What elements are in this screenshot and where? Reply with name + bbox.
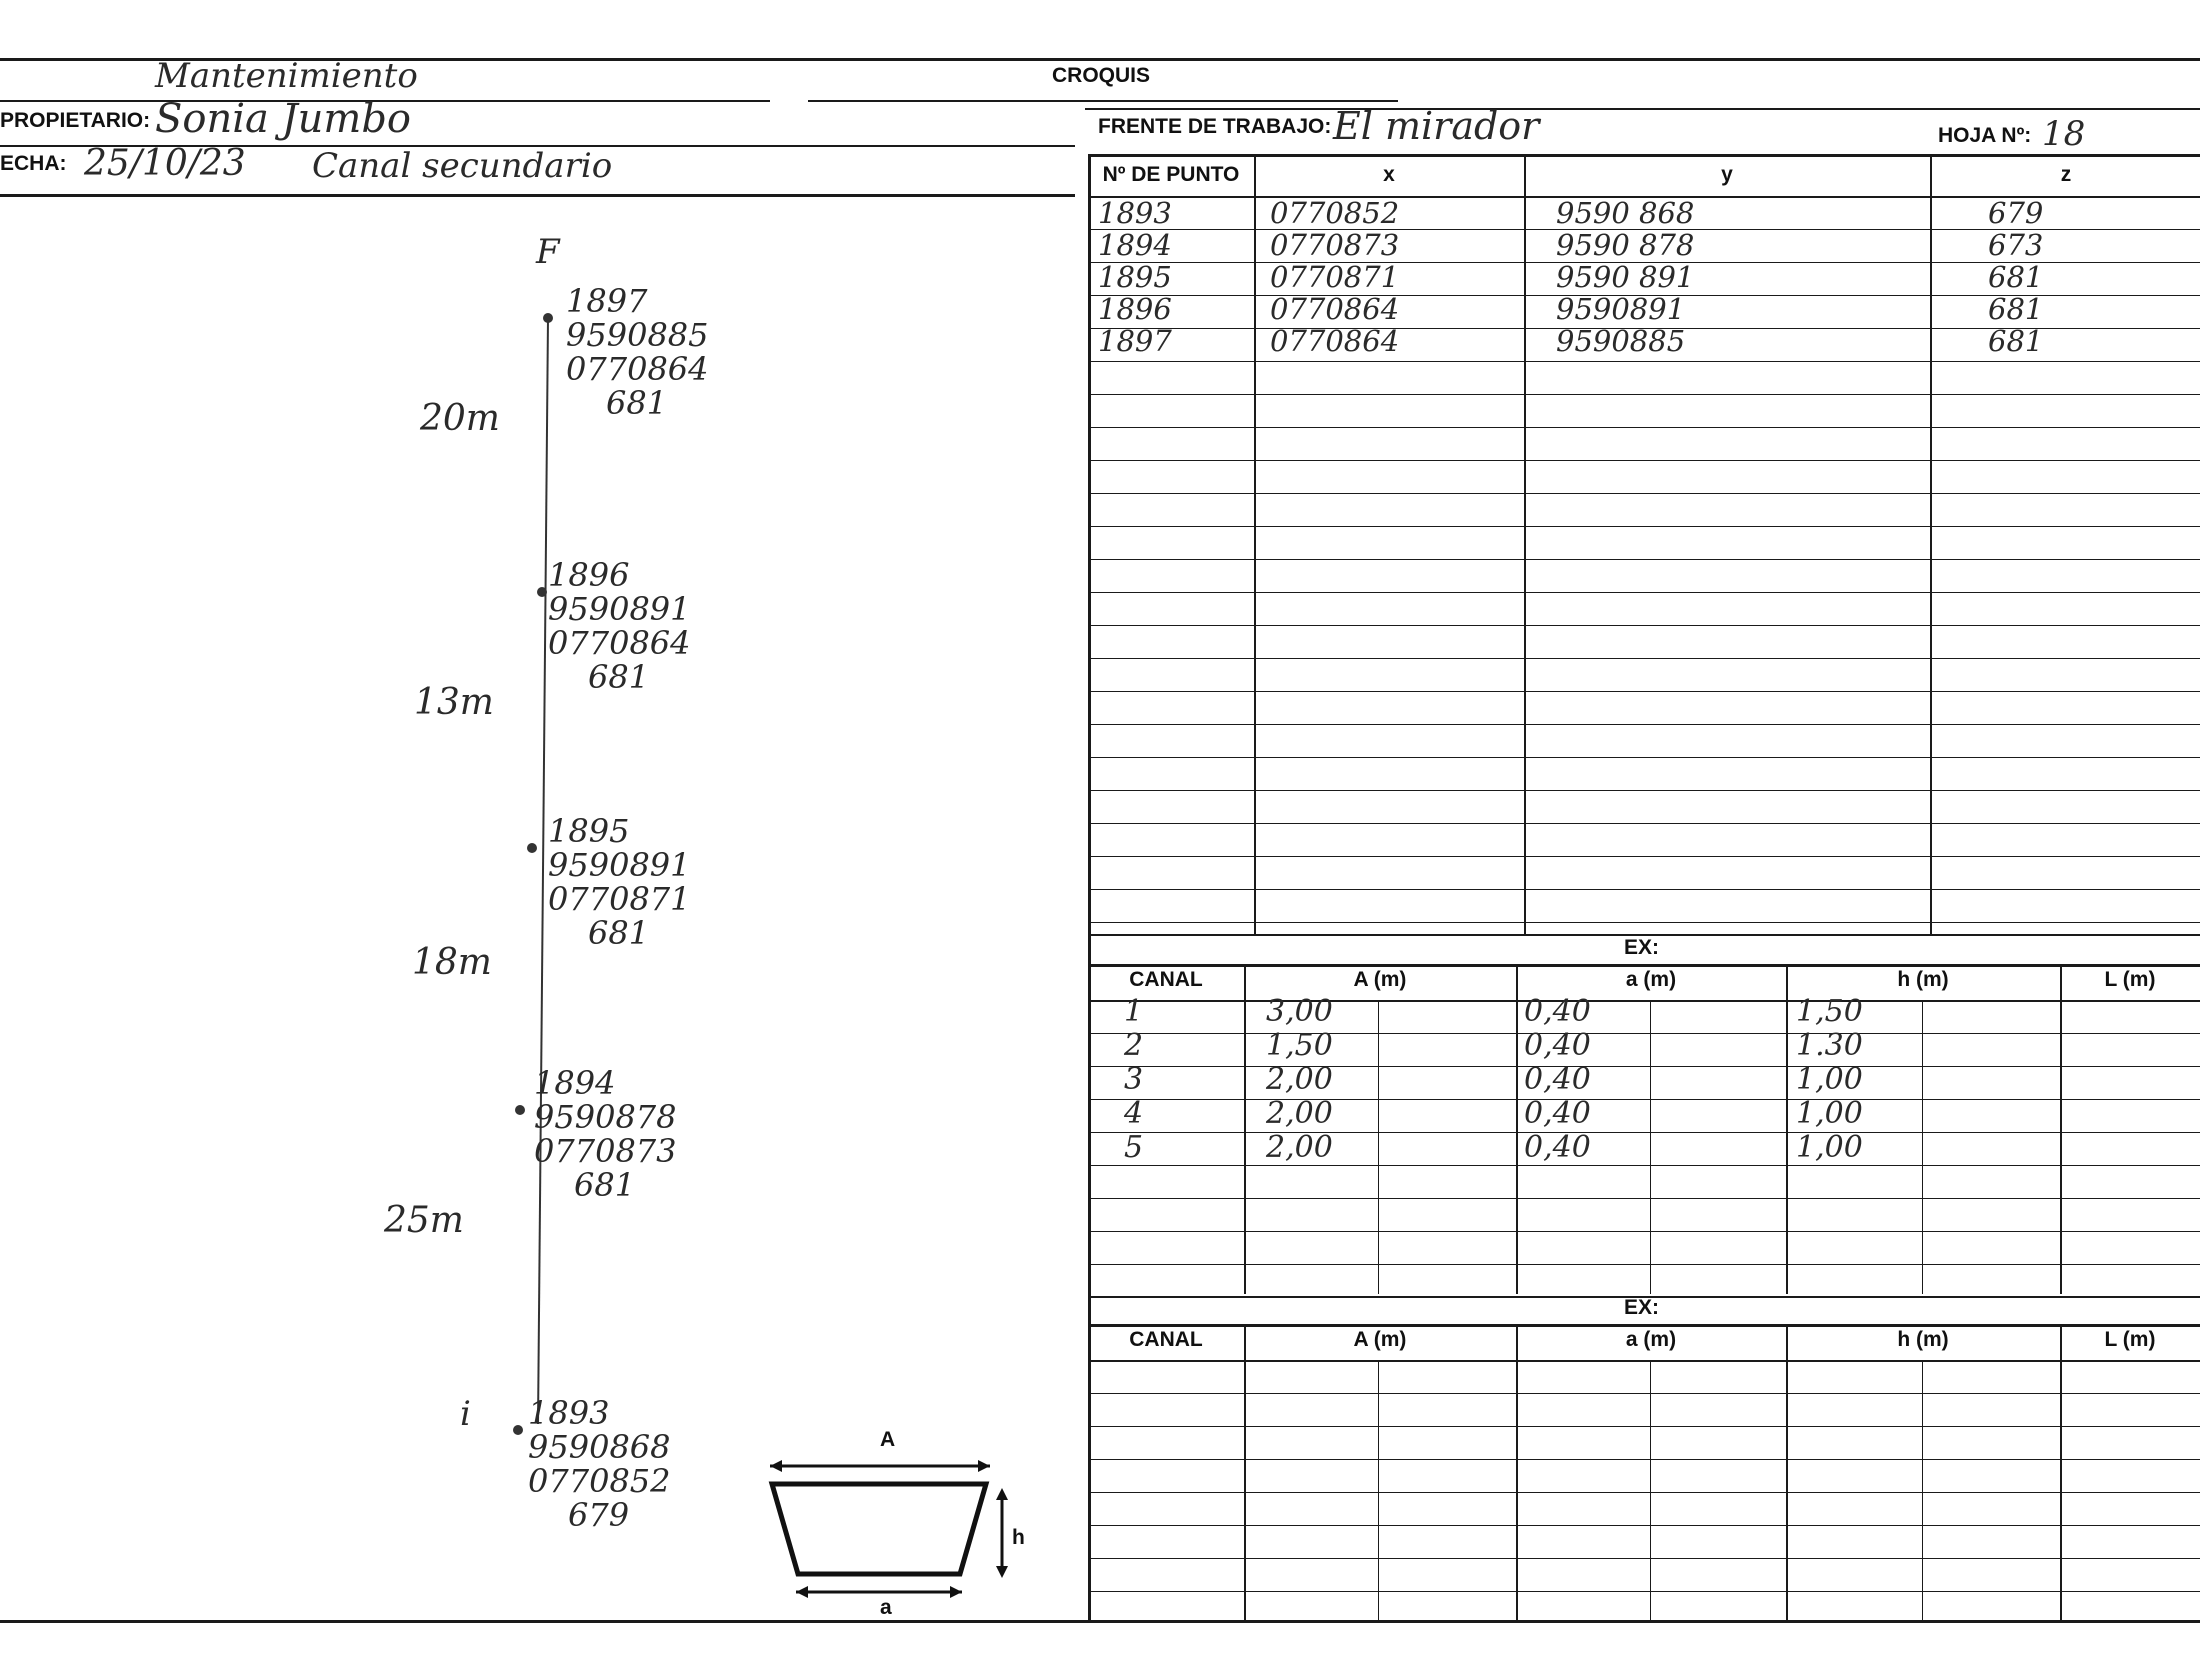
sketch-top-mark: F — [536, 232, 560, 272]
points-cell: 1896 — [1098, 292, 1172, 326]
canal-col-sep — [1786, 964, 1788, 1294]
canal-col-sep — [1244, 964, 1246, 1294]
sketch-point-z: 681 — [606, 384, 668, 422]
canal1-cell: 1,00 — [1796, 1062, 1863, 1097]
canal-col-sep — [1786, 1324, 1788, 1620]
arrow-a-left — [796, 1586, 808, 1598]
hoja-label: HOJA Nº: — [1938, 124, 2032, 147]
canal-line — [538, 318, 548, 1424]
points-grid-line — [1088, 856, 2200, 857]
sketch-point-z: 679 — [568, 1496, 630, 1534]
points-cell: 679 — [1988, 196, 2044, 230]
points-cell: 0770873 — [1270, 228, 1400, 262]
canal1-cell: 0,40 — [1524, 994, 1591, 1029]
canal-col-sep — [2060, 1324, 2062, 1620]
sketch-point-z: 681 — [588, 658, 650, 696]
canal1-header-bottom — [1088, 1000, 2200, 1002]
canal1-cell: 1,00 — [1796, 1130, 1863, 1165]
canal-col-sep — [1516, 1324, 1518, 1620]
sketch-bottom-mark: i — [460, 1394, 471, 1434]
sketch-point-y: 9590891 — [548, 846, 691, 884]
canal1-cell: 2,00 — [1266, 1096, 1333, 1131]
points-cell: 9590 878 — [1556, 228, 1695, 262]
canal-subcol-sep — [1650, 1000, 1651, 1294]
header-underline-1b — [808, 100, 1398, 102]
canal-header-3: h (m) — [1897, 968, 1949, 991]
canal-grid-line — [1088, 1066, 2200, 1067]
points-grid-line — [1088, 592, 2200, 593]
canal-header-0: CANAL — [1129, 968, 1203, 991]
canal1-cell: 1.30 — [1796, 1028, 1863, 1063]
croquis-label: CROQUIS — [1052, 64, 1151, 87]
sketch-distance: 20m — [420, 398, 500, 439]
canal-header-2: a (m) — [1625, 968, 1677, 991]
points-grid-line — [1088, 361, 2200, 362]
canal1-cell: 2,00 — [1266, 1062, 1333, 1097]
hoja-value: 18 — [2042, 114, 2086, 154]
canal-header-0: CANAL — [1129, 1328, 1203, 1351]
points-cell: 0770864 — [1270, 292, 1400, 326]
fecha-value: 25/10/23 — [84, 143, 246, 184]
points-cell: 9590 891 — [1556, 260, 1695, 294]
points-grid-line — [1088, 493, 2200, 494]
sketch-point-y: 9590891 — [548, 590, 691, 628]
points-cell: 0770864 — [1270, 324, 1400, 358]
arrow-h-top — [996, 1488, 1008, 1500]
canal2-header-top — [1088, 1324, 2200, 1327]
sketch-point-z: 681 — [588, 914, 650, 952]
diagram-a-label: a — [880, 1596, 892, 1619]
points-cell: 1893 — [1098, 196, 1172, 230]
arrow-a-right — [950, 1586, 962, 1598]
canal-col-sep — [1244, 1324, 1246, 1620]
points-grid-line — [1088, 658, 2200, 659]
canal-grid-line — [1088, 1099, 2200, 1100]
points-grid-line — [1088, 427, 2200, 428]
sketch-distance: 18m — [412, 942, 492, 983]
diagram-A-label: A — [880, 1428, 896, 1451]
canal2-header-bottom — [1088, 1360, 2200, 1362]
points-header-z: z — [2060, 163, 2072, 186]
canal1-cell: 2,00 — [1266, 1130, 1333, 1165]
sketch-point-y: 9590868 — [528, 1428, 671, 1466]
points-cell: 9590891 — [1556, 292, 1686, 326]
canal1-cell: 0,40 — [1524, 1130, 1591, 1165]
points-header-y: y — [1721, 163, 1733, 186]
canal-grid-line — [1088, 1165, 2200, 1166]
canal-subcol-sep — [1378, 1360, 1379, 1620]
diagram-h-label: h — [1012, 1526, 1025, 1549]
canal-subcol-sep — [1922, 1360, 1923, 1620]
canal1-cell: 1,00 — [1796, 1096, 1863, 1131]
points-cell: 1894 — [1098, 228, 1172, 262]
canal2-ex-label: EX: — [1624, 1296, 1660, 1319]
point-marker-1896 — [537, 587, 547, 597]
propietario-label: PROPIETARIO: — [0, 109, 151, 132]
canal-header-2: a (m) — [1625, 1328, 1677, 1351]
point-marker-1894 — [515, 1105, 525, 1115]
canal-grid-line — [1088, 1264, 2200, 1265]
points-grid-line — [1088, 691, 2200, 692]
canal-grid-line — [1088, 1459, 2200, 1460]
canal1-header-top — [1088, 964, 2200, 967]
canal1-cell: 1 — [1124, 994, 1144, 1029]
points-col-sep-1 — [1254, 154, 1256, 934]
canal1-cell: 3,00 — [1266, 994, 1333, 1029]
propietario-value: Sonia Jumbo — [155, 96, 412, 142]
canal1-cell: 1,50 — [1796, 994, 1863, 1029]
canal1-cell: 3 — [1124, 1062, 1144, 1097]
arrow-A-right — [978, 1460, 990, 1472]
sketch-point-id: 1897 — [566, 282, 648, 320]
activity-text: Mantenimiento — [155, 56, 418, 96]
header-underline-right — [1085, 108, 2200, 110]
sketch-point-x: 0770871 — [548, 880, 691, 918]
point-marker-1893 — [513, 1425, 523, 1435]
canal-header-4: L (m) — [2104, 1328, 2156, 1351]
description-text: Canal secundario — [312, 146, 613, 186]
points-grid-line — [1088, 823, 2200, 824]
sketch-point-x: 0770864 — [566, 350, 709, 388]
canal-grid-line — [1088, 1525, 2200, 1526]
points-header-x: x — [1383, 163, 1395, 186]
points-cell: 673 — [1988, 228, 2044, 262]
sketch-point-x: 0770864 — [548, 624, 691, 662]
points-grid-line — [1088, 526, 2200, 527]
sketch-point-x: 0770873 — [534, 1132, 677, 1170]
canal-grid-line — [1088, 1393, 2200, 1394]
canal-header-1: A (m) — [1353, 968, 1407, 991]
points-grid-line — [1088, 790, 2200, 791]
points-col-sep-2 — [1524, 154, 1526, 934]
sketch-point-y: 9590885 — [566, 316, 709, 354]
canal1-cell: 0,40 — [1524, 1096, 1591, 1131]
points-grid-line — [1088, 724, 2200, 725]
sketch-distance: 13m — [414, 682, 494, 723]
canal-col-sep — [1516, 964, 1518, 1294]
points-grid-line — [1088, 889, 2200, 890]
canal1-cell: 5 — [1124, 1130, 1144, 1165]
canal-grid-line — [1088, 1198, 2200, 1199]
points-table-left-border — [1088, 154, 1091, 1620]
canal-header-4: L (m) — [2104, 968, 2156, 991]
points-cell: 1897 — [1098, 324, 1172, 358]
points-grid-line — [1088, 625, 2200, 626]
point-marker-1897 — [543, 313, 553, 323]
canal1-cell: 1,50 — [1266, 1028, 1333, 1063]
canal-subcol-sep — [1922, 1000, 1923, 1294]
points-grid-line — [1088, 460, 2200, 461]
canal1-cell: 0,40 — [1524, 1028, 1591, 1063]
bottom-border — [0, 1620, 2200, 1623]
points-cell: 681 — [1988, 260, 2044, 294]
canal-subcol-sep — [1378, 1000, 1379, 1294]
canal1-ex-label: EX: — [1624, 936, 1660, 959]
points-header-point: Nº DE PUNTO — [1102, 163, 1240, 186]
canal-grid-line — [1088, 1591, 2200, 1592]
points-col-sep-3 — [1930, 154, 1932, 934]
arrow-A-left — [770, 1460, 782, 1472]
canal-grid-line — [1088, 1033, 2200, 1034]
canal1-cell: 0,40 — [1524, 1062, 1591, 1097]
sketch-point-id: 1893 — [528, 1394, 610, 1432]
frente-value: El mirador — [1333, 104, 1540, 148]
canal-grid-line — [1088, 1558, 2200, 1559]
sketch-point-y: 9590878 — [534, 1098, 677, 1136]
sketch-point-id: 1895 — [548, 812, 630, 850]
points-grid-line — [1088, 757, 2200, 758]
point-marker-1895 — [527, 843, 537, 853]
frente-label: FRENTE DE TRABAJO: — [1098, 115, 1332, 138]
points-cell: 0770871 — [1270, 260, 1400, 294]
trapezoid-shape — [772, 1484, 986, 1574]
canal-grid-line — [1088, 1426, 2200, 1427]
arrow-h-bottom — [996, 1566, 1008, 1578]
canal-subcol-sep — [1650, 1360, 1651, 1620]
fecha-label: ECHA: — [0, 152, 67, 175]
canal-col-sep — [2060, 964, 2062, 1294]
canal-grid-line — [1088, 1231, 2200, 1232]
canal-header-1: A (m) — [1353, 1328, 1407, 1351]
canal-grid-line — [1088, 1492, 2200, 1493]
sketch-point-id: 1894 — [534, 1064, 616, 1102]
sketch-point-id: 1896 — [548, 556, 630, 594]
points-cell: 9590885 — [1556, 324, 1686, 358]
points-cell: 681 — [1988, 292, 2044, 326]
canal-grid-line — [1088, 1132, 2200, 1133]
points-cell: 681 — [1988, 324, 2044, 358]
points-cell: 0770852 — [1270, 196, 1400, 230]
points-grid-line — [1088, 559, 2200, 560]
points-grid-line — [1088, 394, 2200, 395]
sketch-point-z: 681 — [574, 1166, 636, 1204]
canal1-cell: 2 — [1124, 1028, 1144, 1063]
sketch-distance: 25m — [384, 1200, 464, 1241]
points-grid-line — [1088, 922, 2200, 923]
sketch-point-x: 0770852 — [528, 1462, 671, 1500]
canal-header-3: h (m) — [1897, 1328, 1949, 1351]
points-cell: 9590 868 — [1556, 196, 1695, 230]
canal1-cell: 4 — [1124, 1096, 1144, 1131]
points-cell: 1895 — [1098, 260, 1172, 294]
